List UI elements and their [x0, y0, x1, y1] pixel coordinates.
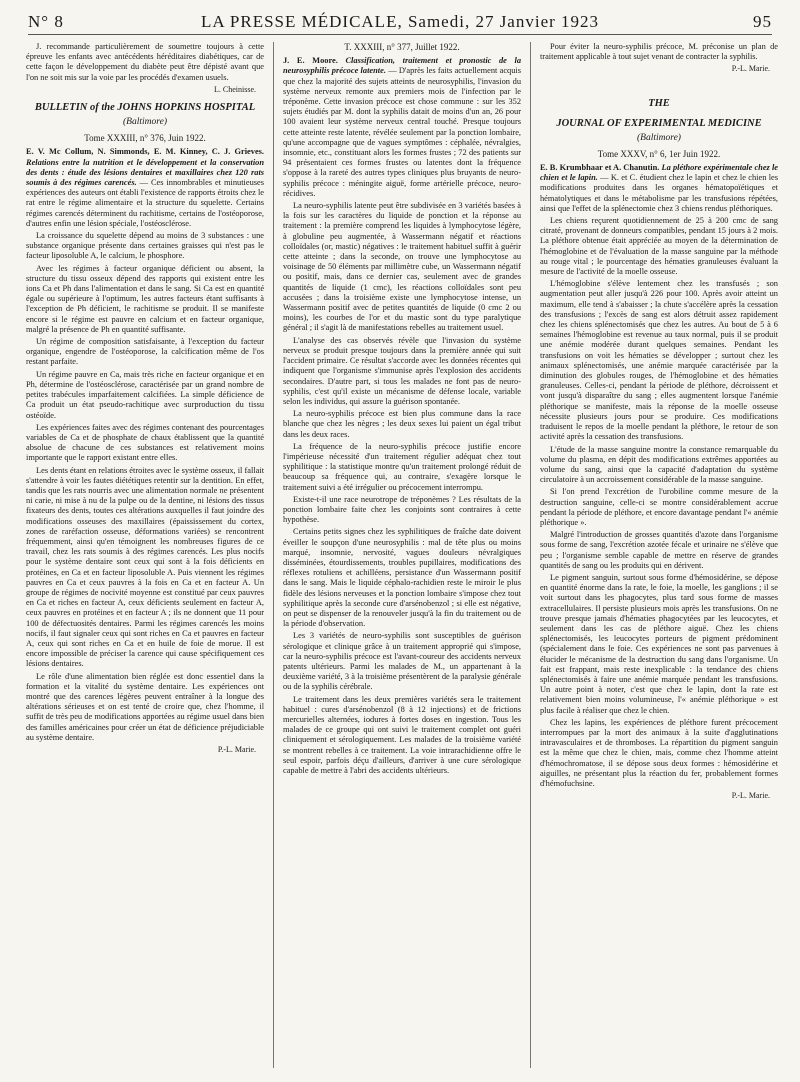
journal-city: (Baltimore) [123, 117, 167, 128]
masthead: LA PRESSE MÉDICALE, Samedi, 27 Janvier 1923 [200, 12, 600, 31]
paragraph: Malgré l'introduction de grosses quantités d'azote dans l'organisme sous forme de sang, l'excrétion azotée fécale et urinaire ne s'élève que peu ; l'organisme semble capable de mettre en réserve de grandes quantités de sang ou les produits qui en dérivent. [539, 530, 778, 570]
authors: E. V. Mc Collum, N. Simmonds, E. M. Kinney, C. J. Grieves. [26, 147, 265, 157]
column-divider [530, 42, 531, 1068]
column-divider [273, 42, 274, 1068]
signature: P.-L. Marie. [217, 745, 257, 754]
paragraph: Le pigment sanguin, surtout sous forme d'hémosidérine, se dépose en quantité énorme dans la rate, le foie, la moelle, les ganglions ; il se voit surtout dans les phagocytes, plus tard sous forme de masses extracellulaires. Il persiste plusieurs mois après les transfusions. On ne trouve presque jamais d'hématies phagocytées par les leucocytes, et seulement dans les cas de pléthore aiguë. Chez les chiens splénectomisés, les leucocytes porteurs de pigment prédominent (spécialement dans le foie. Ces expériences ne sont pas parvenues à élucider le mécanisme de la destruction du sang dans l'organisme. Un fait est frappant, mais reste inexplicable : la tendance des chiens splénectomisés à faire une anémie marquée pendant les transfusions. Un autre point à noter, c'est que chez le lapin, dont la rate est relativement bien moins volumineuse, l'« anémie pléthorique » est plus facile à réaliser que chez le chien. [539, 572, 778, 715]
page-header [28, 8, 772, 35]
intro-paragraph: J. recommande particulièrement de soumettre toujours à cette épreuve les enfants avec antécédents héréditaires diabétiques, car de cette façon le développement du diabète peut être dépisté avant que l'on ne soit mis sur la voie par les procédés d'examen usuels. [26, 42, 265, 82]
signature: L. Cheinisse. [214, 84, 257, 94]
paragraph: Les expériences faites avec des régimes contenant des pourcentages variables de Ca et de phosphate de chaux établissent que la quantité absolue de chacune de ces substances est relativement moins importante que le rapport existant entre elles. [26, 422, 265, 463]
journal-title: BULLETIN of the JOHNS HOPKINS HOSPITAL [34, 102, 256, 114]
paragraph: L'hémoglobine s'élève lentement chez les transfusés ; son augmentation peut aller jusqu'à 226 pour 100. Après avoir atteint un maximum, elle tend à s'abaisser ; la chute s'accélère après la cessation des transfusions ; l'excès de sang est alors détruit assez rapidement chez les chiens splénectomisés que chez les autres. Au bout de 5 à 6 semaines l'hémoglobine est revenue au taux normal, puis il se produit une anémie modérée durant quelques semaines. Pendant les transfusions on voit les hématies se développer ; surtout chez les animaux splénectomisés, une anémie marquée caractérisée par la diminution des globules rouges, de l'hémoglobine et des hématies granuleuses. Celles-ci, pendant la période de pléthore, décroissent et vont jusqu'à disparaître du sang ; elles augmentent lorsque l'anémie pléthorique se manifeste, mais la réponse de la moelle osseuse nécessite plusieurs jours pour se produire. Ces modifications traduisent le repos de la moelle pendant la pléthore, le retour de son activité après la cessation des transfusions. [539, 279, 778, 442]
paragraph: Chez les lapins, les expériences de pléthore furent précocement interrompues par la mort des animaux à la suite d'agglutinations intravasculaires et de thromboses. La répartition du pigment sanguin est la même que chez le chien, mais, comme chez l'homme atteint d'hémochromatose, il se dépose sous deux formes : hémosidérine et aiguilles, ne présentant plus la réaction du fer, probablement formes d'hémofuchsine. [539, 717, 778, 788]
authors: E. B. Krumbhaar et A. Chanutin. [539, 163, 660, 173]
paragraph: Le traitement dans les deux premières variétés sera le traitement habituel : cures d'arsénobenzol (8 à 12 injections) et de frictions mercurielles alternées, iodures à fortes doses en ingestion. Tous les malades de ce groupe qui ont suivi le traitement complet ont guéri cliniquement et sérologiquement. Les malades de la troisième variété se montrent rebelles à ce traitement. La voie intrarachidienne offre le seul espoir, parfois déçu d'ailleurs, d'arriver à une cure sérologique capable de mettre à l'abri des accidents ultérieurs. [282, 694, 522, 776]
paragraph: Les chiens reçurent quotidiennement de 25 à 200 cmc de sang citraté, provenant de donneurs compatibles, pendant 15 jours à 2 mois. La pléthore obtenue était appréciée au moyen de la détermination de l'hémoglobine et de l'évaluation de la masse sanguine par la méthode au rouge vital ; le pourcentage des hématies granuleuses évaluant la mesure de l'activité de la moelle osseuse. [539, 216, 778, 277]
column-3 [540, 42, 778, 1068]
article-title: La pléthore expérimentale chez le chien et le lapin. [539, 163, 778, 183]
article-heading [26, 147, 264, 229]
article-title: Classification, traitement et pronostic de la neurosyphilis précoce latente. [282, 56, 522, 76]
signature: P.-L. Marie. [731, 791, 770, 801]
authors: J. E. Moore. [282, 56, 338, 66]
paragraph: Un régime de composition satisfaisante, à l'exception du facteur organique, engendre de l'ostéoporose, la calcification même de l'os restant parfaite. [26, 337, 265, 367]
signature: P.-L. Marie. [731, 64, 770, 74]
column-1 [26, 42, 264, 1068]
article-heading [540, 163, 778, 214]
paragraph: La neuro-syphilis précoce est bien plus commune dans la race blanche que chez les nègres ; les deux sexes lui paient un égal tribut dans les deux races. [282, 409, 522, 439]
paragraph: Les dents étant en relations étroites avec le système osseux, il fallait s'attendre à voir les fautes diététiques retentir sur la dentition. En effet, tandis que les rats nourris avec une alimentation normale ne présentent ni carie, ni mise à nu de la pulpe ou de la dentine, ni lésions des tissus fixateurs des dents, toutes ces altérations auxquelles il faut joindre des modifications osseuses des maxillaires (épaississement du cortex, zones de raréfaction osseuse, déformations variées) se rencontrent fréquemment, ainsi qu'en témoignent les nombreuses figures de ce travail, chez les rats soumis à des régimes carencés. Les plus nocifs pour le système dentaire sont ceux qui sont à la fois déficients en protéines, en Ca et en facteur liposoluble A. Puis viennent les régimes pauvres en Ca et ceux pauvres à la fois en Ca et en facteur A. Un groupe de régimes de nocivité moyenne est constitué par ceux pauvres en Ca et riches en facteur A, ceux déficients seulement en facteur A, ceux pauvres en protéines et en facteur A ; ils ne donnent que 11 pour 100 de défectuosités dentaires. Parmi les régimes carencés les moins nocifs, il faut signaler ceux qui sont riches en Ca et pauvres en facteur A, ceux qui sont riches en Ca et en huile de foie de morue. Il est encore impossible de préciser la carence qui cause spécifiquement ces lésions dentaires. [26, 465, 265, 669]
intro-paragraph: Pour éviter la neuro-syphilis précoce, M. préconise un plan de traitement applicable à tout sujet venant de contracter la syphilis. [539, 42, 778, 62]
paragraph: L'analyse des cas observés révèle que l'invasion du système nerveux se produit presque toujours dans la première année qui suit l'accident primaire. Ce résultat s'accorde avec les données récentes qui indiquent que l'organisme s'immunise après l'explosion des accidents secondaires. D'autre part, si tous les malades ne font pas de neuro-syphilis, c'est qu'il existe un mécanisme de défense locale, variable selon les individus, qui assure la guérison spontanée. [282, 335, 522, 406]
journal-the: THE [648, 97, 670, 109]
paragraph: — K. et C. étudient chez le lapin et chez le chien les modifications produites dans les organes hématopoïétiques et hématolytiques et dans le métabolisme par les transfusions répétées, ainsi que l'effet de la splénectomie chez 3 chiens rendus pléthoriques. [539, 173, 778, 213]
journal-title: JOURNAL OF EXPERIMENTAL MEDICINE [556, 117, 762, 129]
paragraph: Le rôle d'une alimentation bien réglée est donc essentiel dans la formation et la vitalité du système dentaire. Les expériences ont montré que des carences légères peuvent entraîner à la longue des altérations sérieuses et on est tenté de croire que, chez l'homme, il suffit de très peu de modifications apportées au régime usuel dans bien des familles américaines pour créer un état de déficience préjudiciable au système dentaire. [26, 671, 265, 742]
article-title: Relations entre la nutrition et le développement et la conservation des dents : étude des lésions dentaires et maxillaires chez 120 rats soumis à des régimes carencés. [26, 157, 265, 188]
paragraph: — Ces innombrables et minutieuses expériences des auteurs ont établi l'existence de rapports étroits chez le rat entre le régime alimentaire et la structure du squelette. Certains régimes carencés déterminent du rachitisme, certains de l'ostéoporose, d'autres enfin une lésion spéciale, l'ostéosclérose. [26, 178, 265, 228]
paragraph: La neuro-syphilis latente peut être subdivisée en 3 variétés basées à la fois sur les caractères du liquide de ponction et la réponse au traitement : la première comprend les liquides à lymphocytose légère, à globuline peu augmentée, à Wassermann négatif et réactions colloïdales (or, mastic) négatives : le traitement habituel suffit à guérir cette atteinte ; dans la seconde, on trouve une lymphocytose au voisinage de 50 éléments par millimètre cube, un Wassermann négatif ou positif, mais, dans ce dernier cas, seulement avec de grandes quantités de liquide (1 cmc), les réactions colloïdales sont peu accusées ; dans la troisième existe une lymphocytose intense, un Wassermann positif avec de petites quantités de liquide (0 cmc 2 ou moins), les courbes de l'or et du mastic sont du type paralytique général ; il s'agit là de manifestations rebelles au traitement usuel. [282, 201, 522, 333]
paragraph: Les 3 variétés de neuro-syphilis sont susceptibles de guérison sérologique et clinique grâce à un traitement approprié qui s'impose, car la neuro-syphilis précoce est l'avant-coureur des accidents nerveux patents ultérieurs. Parmi les malades de M., un appartenant à la deuxième variété, 3 à la troisième présentèrent de la paralysie générale ou de la syphilis cérébrale. [282, 631, 522, 692]
article-columns [26, 42, 778, 1068]
paragraph: Existe-t-il une race neurotrope de tréponèmes ? Les résultats de la ponction lombaire faite chez les conjoints sont contraires à cette hypothèse. [282, 494, 522, 525]
paragraph: — D'après les faits actuellement acquis que chez la majorité des sujets atteints de neurosyphilis, l'invasion du système nerveux remonte aux premiers mois de l'infection par le tréponème. Cette invasion précoce est chose commune : sur les 352 sujets étudiés par M. dont la syphilis datait de moins d'un an, 26 pour 100 avaient leur système nerveux central touché. Presque toujours cette atteinte reste latente, révélée seulement par la ponction lombaire, qu'une accompagne que de vagues symptômes : céphalée, névralgies, insomnie, etc., constituant alors les formes frustes ; 72 des patients sur 94 présentaient ces formes frustes ou latentes dont la fréquence s'oppose à la rareté des autres types cliniques plus bruyants de neuro-syphilis précoce : méningite aiguë, forme artérielle précoce, neuro-récidives. [282, 66, 522, 198]
paragraph: La fréquence de la neuro-syphilis précoce justifie encore l'impérieuse nécessité d'un traitement régulier adéquat chez tout syphilitique : la statistique montre qu'un traitement prolongé réduit de beaucoup sa fréquence qui, au contraire, s'exagère lorsque le traitement suivi a été irrégulier ou précocement interrompu. [282, 441, 522, 492]
column-2 [283, 42, 521, 1068]
journal-city: (Baltimore) [636, 132, 681, 143]
paragraph: L'étude de la masse sanguine montre la constance remarquable du volume du plasma, en dépit des modifications extrêmes apportées au volume du sang, ainsi que la capacité d'adaptation du système circulatoire à un accroissement considérable de la masse sanguine. [539, 444, 778, 485]
paragraph: Avec les régimes à facteur organique déficient ou absent, la structure du tissu osseux dépend des rapports qui existent entre les ions Ca et Ph dans l'alimentation et dans le sang. Si Ca est en quantité égale ou supérieure à l'optimum, les autres facteurs étant suffisants à l'exception de Ph déficient, le rachitisme se produit. Il se manifeste encore si le régime est pauvre en calcium et en facteur organique, malgré la présence de Ph en quantité suffisante. [26, 263, 265, 334]
tome-line: Tome XXXIII, n° 376, Juin 1922. [84, 133, 206, 144]
tome-line: Tome XXXV, n° 6, 1er Juin 1922. [597, 148, 721, 159]
paragraph: Si l'on prend l'excrétion de l'urobiline comme mesure de la destruction sanguine, celle-ci se montre considérablement accrue pendant la période de pléthore, et encore davantage pendant l'« anémie pléthorique ». [539, 487, 778, 527]
paragraph: Un régime pauvre en Ca, mais très riche en facteur organique et en Ph, détermine de l'ostéosclérose, caractérisée par un grand nombre de petites trabécules imparfaitement calcifiées. La simple déficience de Ca produit un état pseudo-rachitique avec surproduction du tissu ostéoïde. [26, 369, 265, 420]
issue-number: N° 8 [28, 12, 64, 31]
page-number: 95 [753, 12, 772, 31]
tome-line: T. XXXIII, n° 377, Juillet 1922. [344, 42, 460, 52]
paragraph: La croissance du squelette dépend au moins de 3 substances : une substance organique présente dans certaines graisses qui n'est pas le facteur liposoluble A, le calcium, le phosphore. [26, 231, 265, 261]
article-heading [283, 56, 521, 199]
paragraph: Certains petits signes chez les syphilitiques de fraîche date doivent éveiller le soupçon d'une neurosyphilis : mal de tête plus ou moins marqué, insomnie, nervosité, vagues douleurs névralgiques disséminées, étourdissements, troubles pupillaires, modifications des réflexes rotuliens et achilléens, persistance d'un Wassermann positif dans le sang. Mais le liquide céphalo-rachidien reste le miroir le plus fidèle des lésions nerveuses et la ponction lombaire s'impose chez tout syphilitique après la seconde cure d'arsénobenzol ; si elle est négative, on peut se dispenser de la renouveler jusqu'à la fin du traitement ou de la période d'observation. [282, 527, 522, 629]
